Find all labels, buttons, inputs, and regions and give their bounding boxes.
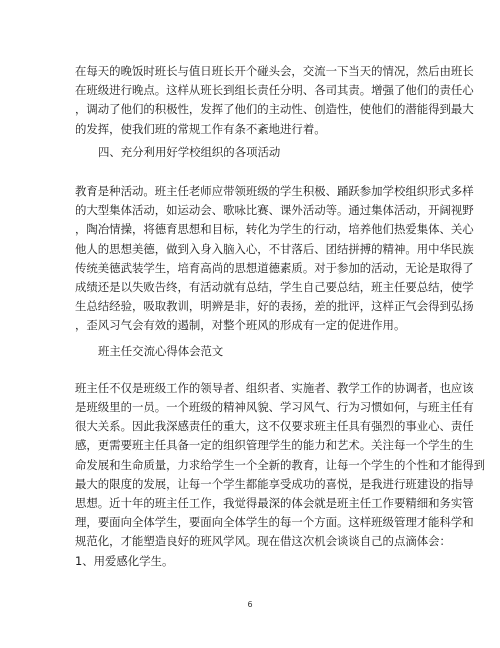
text-line: 在每天的晚饭时班长与值日班长开个碰头会，交流一下当天的情况，然后由班长: [75, 64, 474, 78]
text-line: 感，更需要班主任具备一定的组织管理学生的能力和艺术。关注每一个学生的生: [75, 438, 474, 453]
text-line: 在班级进行晚点。这样从班长到组长责任分明、各司其责。增强了他们的责任心: [75, 83, 474, 98]
text-line: 理，要面向全体学生，要面向全体学生的每一个方面。这样班级管理才能科学和: [75, 515, 474, 530]
text-line: 很大关系。因此我深感责任的重大，这不仅要求班主任具有强烈的事业心、责任: [75, 419, 474, 434]
text-line: 成绩还是以失败告终，有活动就有总结，学生自己要总结，班主任要总结，使学: [75, 280, 474, 295]
paragraph-class-leader-meeting: [75, 62, 474, 139]
text-line: 的大型集体活动，如运动会、歌咏比赛、课外活动等。通过集体活动，开阔视野: [75, 203, 474, 218]
paragraph-head-teacher-role: [75, 379, 486, 552]
paragraph-activities: [75, 182, 474, 336]
text-line: 教育是种活动。班主任老师应带领班级的学生积极、踊跃参加学校组织形式多样: [75, 184, 474, 199]
list-item: 1、用爱感化学生。: [75, 553, 174, 568]
text-line: 思想。近十年的班主任工作，我觉得最深的体会就是班主任工作要精细和务实管: [75, 496, 474, 511]
text-line: 传统美德武装学生，培育高尚的思想道德素质。对于参加的活动，无论是取得了: [75, 260, 474, 275]
section-heading-activities: 四、充分利用好学校组织的各项活动: [98, 144, 281, 159]
text-line: 他人的思想美德，做到入身入脑入心，不甘落后、团结拼搏的精神。用中华民族: [75, 241, 474, 256]
text-line: 的发挥，使我们班的常规工作有条不紊地进行着。: [75, 121, 326, 136]
essay-title: 班主任交流心得体会范文: [98, 343, 224, 358]
text-line: 最大的限度的发展，让每一个学生都能享受成功的喜悦，是我进行班建设的指导: [75, 476, 474, 491]
text-line: 是班级里的一员。一个班级的精神风貌、学习风气、行为习惯如何，与班主任有: [75, 400, 474, 415]
document-body: [75, 62, 486, 571]
text-line: 班主任不仅是班级工作的领导者、组织者、实施者、教学工作的协调者，也应该: [75, 380, 474, 395]
text-line: ，歪风习气会有效的遏制，对整个班风的形成有一定的促进作用。: [75, 318, 406, 333]
page-number: 6: [247, 600, 253, 609]
text-line: 规范化，才能塑造良好的班风学风。现在借这次机会谈谈自己的点滴体会：: [75, 534, 451, 549]
text-line: 命发展和生命质量，力求给学生一个全新的教育，让每一个学生的个性和才能得到: [75, 457, 486, 472]
text-line: ，调动了他们的积极性，发挥了他们的主动性、创造性，使他们的潜能得到最大: [75, 102, 474, 117]
text-line: 生总结经验，吸取教训，明辨是非，好的表扬，差的批评，这样正气会得到弘扬: [75, 299, 474, 314]
text-line: ，陶冶情操，将德育思想和目标，转化为学生的行动，培养他们热爱集体、关心: [75, 222, 474, 237]
